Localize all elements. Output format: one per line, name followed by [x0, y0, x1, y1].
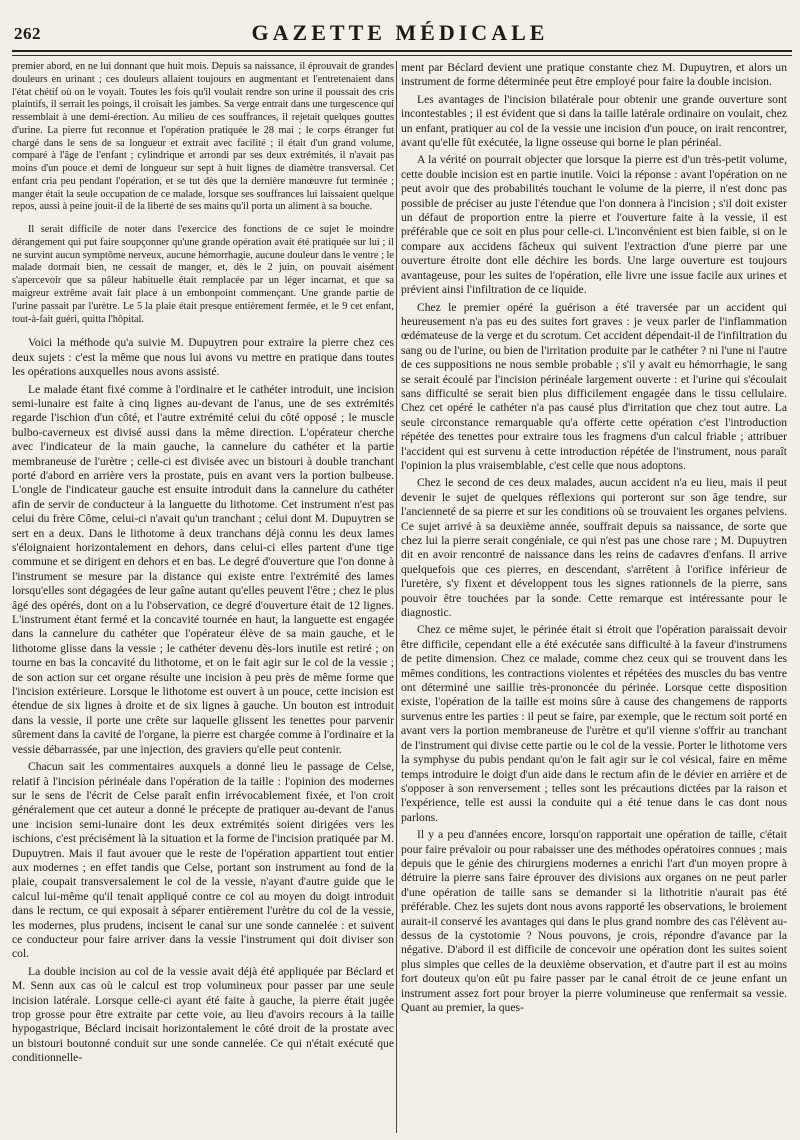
paragraph: Voici la méthode qu'a suivie M. Dupuytren pour extraire la pierre chez ces deux sujets : c'est la même que nous lui avons vu mettre en pratique dans toutes les opérations auxquelles nous avons assisté. — [12, 336, 394, 379]
left-column — [12, 61, 394, 1133]
paragraph: La double incision au col de la vessie avait déjà été appliquée par Béclard et M. Senn aux cas où le calcul est trop volumineux pour passer par une seule incision latérale. Lorsque celle-ci ayant été faite à gauche, la pierre était jugée trop grosse pour être extraite par cette voie, au lieu d'avoirs recours à la taille hypogastrique, Béclard incisait horizontalement le côté droit de la prostate avec un bistouri boutonné conduit sur une sonde cannelée. Ce qui n'était exécuté que conditionnelle- — [12, 964, 394, 1065]
header-rule-thin — [12, 55, 792, 56]
paragraph: Il y a peu d'années encore, lorsqu'on rapportait une opération de taille, c'était pour faire prévaloir ou pour rabaisser une des méthodes opératoires connues ; mais depuis que le génie des chirurgiens modernes a enrichi l'art d'un moyen propre à détruire la pierre sans faire éprouver des divisions aux organes on ne peut parler d'une opération de taille sans se demander si la lithotritie n'aurait pas été préférable. Chez les sujets dont nous avons rapporté les observations, le broiement aurait-il conservé les avantages qui dans le plus grand nombre des cas l'élèvent au-dessus de la cystotomie ? Nous pouvons, je crois, répondre d'avance par la négative. D'abord il est difficile de concevoir une opération dont les suites soient plus simples que celles de la deuxième observation, et d'autre part il est au moins fort douteux qu'on eût pu faire passer par le canal étroit de ce jeune enfant un instrument assez fort pour broyer la pierre volumineuse que renfermait sa vessie. Quant au premier, la ques- — [401, 828, 787, 1014]
journal-title: GAZETTE MÉDICALE — [251, 20, 549, 45]
paragraph: A la vérité on pourrait objecter que lorsque la pierre est d'un très-petit volume, cette double incision est en partie inutile. Voici la réponse : avant l'opération on ne peut avoir que des probabilités touchant le volume de la pierre, il n'est donc pas possible de préciser au juste l'étendue que l'on donnera à l'incision ; s'il doit exister un défaut de proportion entre la pierre et l'ouverture faite à la vessie, il est préférable que ce soit en plus pour celle-ci. L'inconvénient est bien faible, si on le compare aux accidens fâcheux qui suivent l'extraction d'une pierre par une ouverture étroite dont elle déchire les bords. Une large ouverture est toujours avantageuse, pour les suites de l'opération, elle livre une issue facile aux urines et prévient ainsi l'infiltration de ce liquide. — [401, 153, 787, 297]
paragraph: ment par Béclard devient une pratique constante chez M. Dupuytren, et alors un instrument de forme déterminée peut être employé pour faire la double incision. — [401, 61, 787, 89]
column-divider — [396, 61, 397, 1133]
paragraph: Le malade étant fixé comme à l'ordinaire et le cathéter introduit, une incision semi-lunaire est faite à cinq lignes au-devant de l'anus, une de ses extrémités regarde l'ischion d'un côté, et l'autre extrémité celui du côté opposé ; le muscle bulbo-caverneux est divisé aussi dans la même direction. L'opérateur cherche avec l'indicateur de la main gauche, la cannelure du cathéter et la partie membraneuse de l'urètre ; celle-ci est divisée avec un bistouri à double tranchant porté d'abord en arrière vers la prostate, puis en avant vers la portion bulbeuse. L'ongle de l'indicateur gauche est ensuite introduit dans la cannelure du cathéter afin de servir de conducteur à la languette du lithotome. Cet instrument n'est pas celui du frère Côme, celui-ci n'avait qu'un tranchant ; celui dont M. Dupuytren se sert en a deux. Dans le lithotome à deux tranchans déjà connu les deux lames s'éloignaient horizontalement en dehors, dans celui-ci elles partent d'une tige commune et se dirigent en dehors et en bas. Le degré d'ouverture que l'on donne à l'instrument se mesure par la distance qui existe entre l'extrémité des lames lorsqu'elles sont dégagées de leur gaîne autant qu'elles peuvent l'être ; chez le plus âgé des opérés, dont on a lu l'observation, ce degré d'ouverture était de 12 lignes. L'instrument étant fermé et la concavité tournée en haut, la languette est engagée dans la cannelure du cathéter que l'opérateur élève de sa main gauche, et le lithotome glisse dans la vessie ; le cathéter devenu dès-lors inutile est retiré ; on tourne en bas la concavité du lithotome, et on le fait agir sur le col de la vessie ; de son action sur cet organe résulte une incision à peu près de même forme que l'incision extérieure. Lorsque le lithotome est ouvert à un pouce, cette incision est étendue de six lignes à droite et de six lignes à gauche. Un bouton est introduit dans la vessie, il porte une crête sur laquelle glissent les tenettes pour parvenir sûrement dans la cavité de l'organe, la pierre est chargée comme à l'ordinaire et la vessie débarrassée, par une injection, des graviers qu'elle peut contenir. — [12, 382, 394, 756]
paragraph: Chacun sait les commentaires auxquels a donné lieu le passage de Celse, relatif à l'incision périnéale dans l'opération de la taille : l'opinion des modernes sur le sens de l'écrit de Celse paraît enfin irrévocablement fixée, et l'on croit généralement que cet auteur a donné le précepte de pratiquer au-devant de l'anus une incision semi-lunaire dont les deux extrémités soient dirigées vers les ischions, c'est précisément là la situation et la forme de l'incision pratiquée par M. Dupuytren. Mais il faut avouer que le reste de l'opération appartient tout entier aux modernes ; en effet tandis que Celse, portant son instrument au fond de la plaie, coupait transversalement le col de la vessie, n'ayant d'autre guide que le calcul lui-même qu'il tenait appliqué contre ce col au moyen du doigt introduit dans le rectum, ce qui exposait à séparer entièrement l'urètre du col de la vessie, les modernes, plus prudens, incisent le canal sur une sonde cannelée : et suivent ce conducteur pour faire arriver dans la vessie l'instrument qui doit diviser son col. — [12, 760, 394, 961]
paragraph: Chez le second de ces deux malades, aucun accident n'a eu lieu, mais il peut devenir le sujet de quelques réflexions qui porteront sur son âge tendre, sur l'ancienneté de sa pierre et sur les conditions où se trouvaient les organes pelviens. Ce sujet arrivé à sa deuxième année, souffrait depuis sa naissance, de sorte que chez lui la pierre serait congéniale, ce qui n'est pas une chose rare ; M. Dupuytren dit en avoir rencontré de naissance dans les reins de cadavres d'enfans. Il arrive quelquefois que ces pierres, en descendant, s'arrêtent à l'orifice inférieur de l'uretère, s'y fixent et développent tous les signes rationnels de la pierre, sans pouvoir être touchées par la sonde. Cette remarque est intéressante pour le diagnostic. — [401, 476, 787, 620]
paragraph: Il serait difficile de noter dans l'exercice des fonctions de ce sujet le moindre dérangement qui put faire soupçonner qu'une grande opération avait été pratiquée sur lui ; il ne survint aucun symptôme nerveux, aucune hémorrhagie, aucune douleur dans le ventre ; le malade dormait bien, ne cessait de manger, et, dès le 2 juin, on pouvait aisément s'apercevoir que sa pâleur habituelle était remplacée par un léger incarnat, et que sa maigreur extrême avait fait place à un embonpoint commençant. Une grande partie de l'urine passait par l'urètre. Le 5 la plaie était presque entièrement fermée, et le 9 cet enfant, tout-à-fait guéri, quitta l'hôpital. — [12, 224, 394, 325]
paragraph: Les avantages de l'incision bilatérale pour obtenir une grande ouverture sont incontestables ; il est évident que si dans la taille latérale ordinaire on voulait, chez un enfant, pratiquer au col de la vessie une incision d'un pouce, on irait rencontrer, avant qu'elle fût exécutée, la ligne osseuse qui borne le plan périnéal. — [401, 92, 787, 150]
header-rule-thick — [12, 50, 792, 52]
right-column — [401, 61, 787, 1133]
page-number: 262 — [14, 24, 41, 43]
paragraph: premier abord, en ne lui donnant que huit mois. Depuis sa naissance, il éprouvait de grandes douleurs en urinant ; ces douleurs allaient toujours en augmentant et l'entretenaient dans l'état chétif où on le voyait. Toutes les fois qu'il voulait rendre son urine il poussait des cris plaintifs, il serrait les poings, il croisait les jambes. Sa verge entrait dans une turgescence qui ressemblait à une demi-érection. Au milieu de ces souffrances, il rejetait quelques gouttes d'urine. La pierre fut reconnue et l'opération pratiquée le 28 mai ; le corps étranger fut chargé dans le sens de sa longueur et extrait avec facilité ; il était d'un grand volume, comparé à l'âge de l'enfant ; cylindrique et arrondi par ses deux extrémités, il n'avait pas moins d'un pouce et demi de longueur sur sept à huit lignes de diamètre transversal. Cet enfant cria peu pendant l'opération, et se tut dès que la dernière manœuvre fut terminée ; manger était la seule occupation de ce malade, lorsque ses souffrances lui laissaient quelque repos, aussi à peine jouit-il de la liberté de ses mains qu'il porta un aliment à sa bouche. — [12, 61, 394, 213]
paragraph: Chez ce même sujet, le périnée était si étroit que l'opération paraissait devoir être difficile, cependant elle a été exécutée sans difficulté à la faveur d'instrumens de petite dimension. Chez ce malade, comme chez ceux qui se trouvent dans les mêmes conditions, les contractions violentes et répétées des muscles du bas ventre ont déterminé une saillie très-prononcée du périnée. Lorsque cette disposition existe, l'opération de la taille est moins sûre à cause des changemens de rapports survenus entre les parties : il peut se faire, par exemple, que le rectum soit porté en avant vers la portion membraneuse de l'urètre et qu'il vienne s'offrir au tranchant de l'instrument qui divise cette partie ou le col de la vessie. Porter le lithotome vers la symphyse du pubis pendant qu'on le fait agir sur le col vésical, faire en même temps introduire le doigt d'un aide dans le rectum afin de le dévier en arrière et de s'opposer à son renversement ; telles sont les précautions dictées par la raison et l'expérience, telle est aussi la conduite qui a été tenue dans le cas dont nous parlons. — [401, 623, 787, 824]
paragraph: Chez le premier opéré la guérison a été traversée par un accident qui heureusement n'a pas eu des suites fort graves : je veux parler de l'inflammation œdémateuse de la verge et du scrotum. Cet accident dépendait-il de l'infiltration du sang ou de l'urine, ou bien de l'irritation produite par le cathéter ? ni l'une ni l'autre de ces suppositions ne nous semble probable ; s'il y avait eu hémorrhagie, le sang se serait écoulé par l'incision périnéale largement ouverte : et l'urine qui s'écoulait sans difficulté se serait bien plus difficilement engagée dans le tissu cellulaire. Chez cet opéré le cathéter n'a pas causé plus d'irritation que chez tout autre. La seule circonstance remarquable qu'a offerte cette opération c'est l'introduction répétée des tenettes pour extraire tous les fragmens d'un calcul friable ; attribuer l'accident qui est survenu à cette introduction répétée de l'instrument, nous paraît l'opinion la plus vraisemblable, c'est celle que nous adoptons. — [401, 300, 787, 472]
